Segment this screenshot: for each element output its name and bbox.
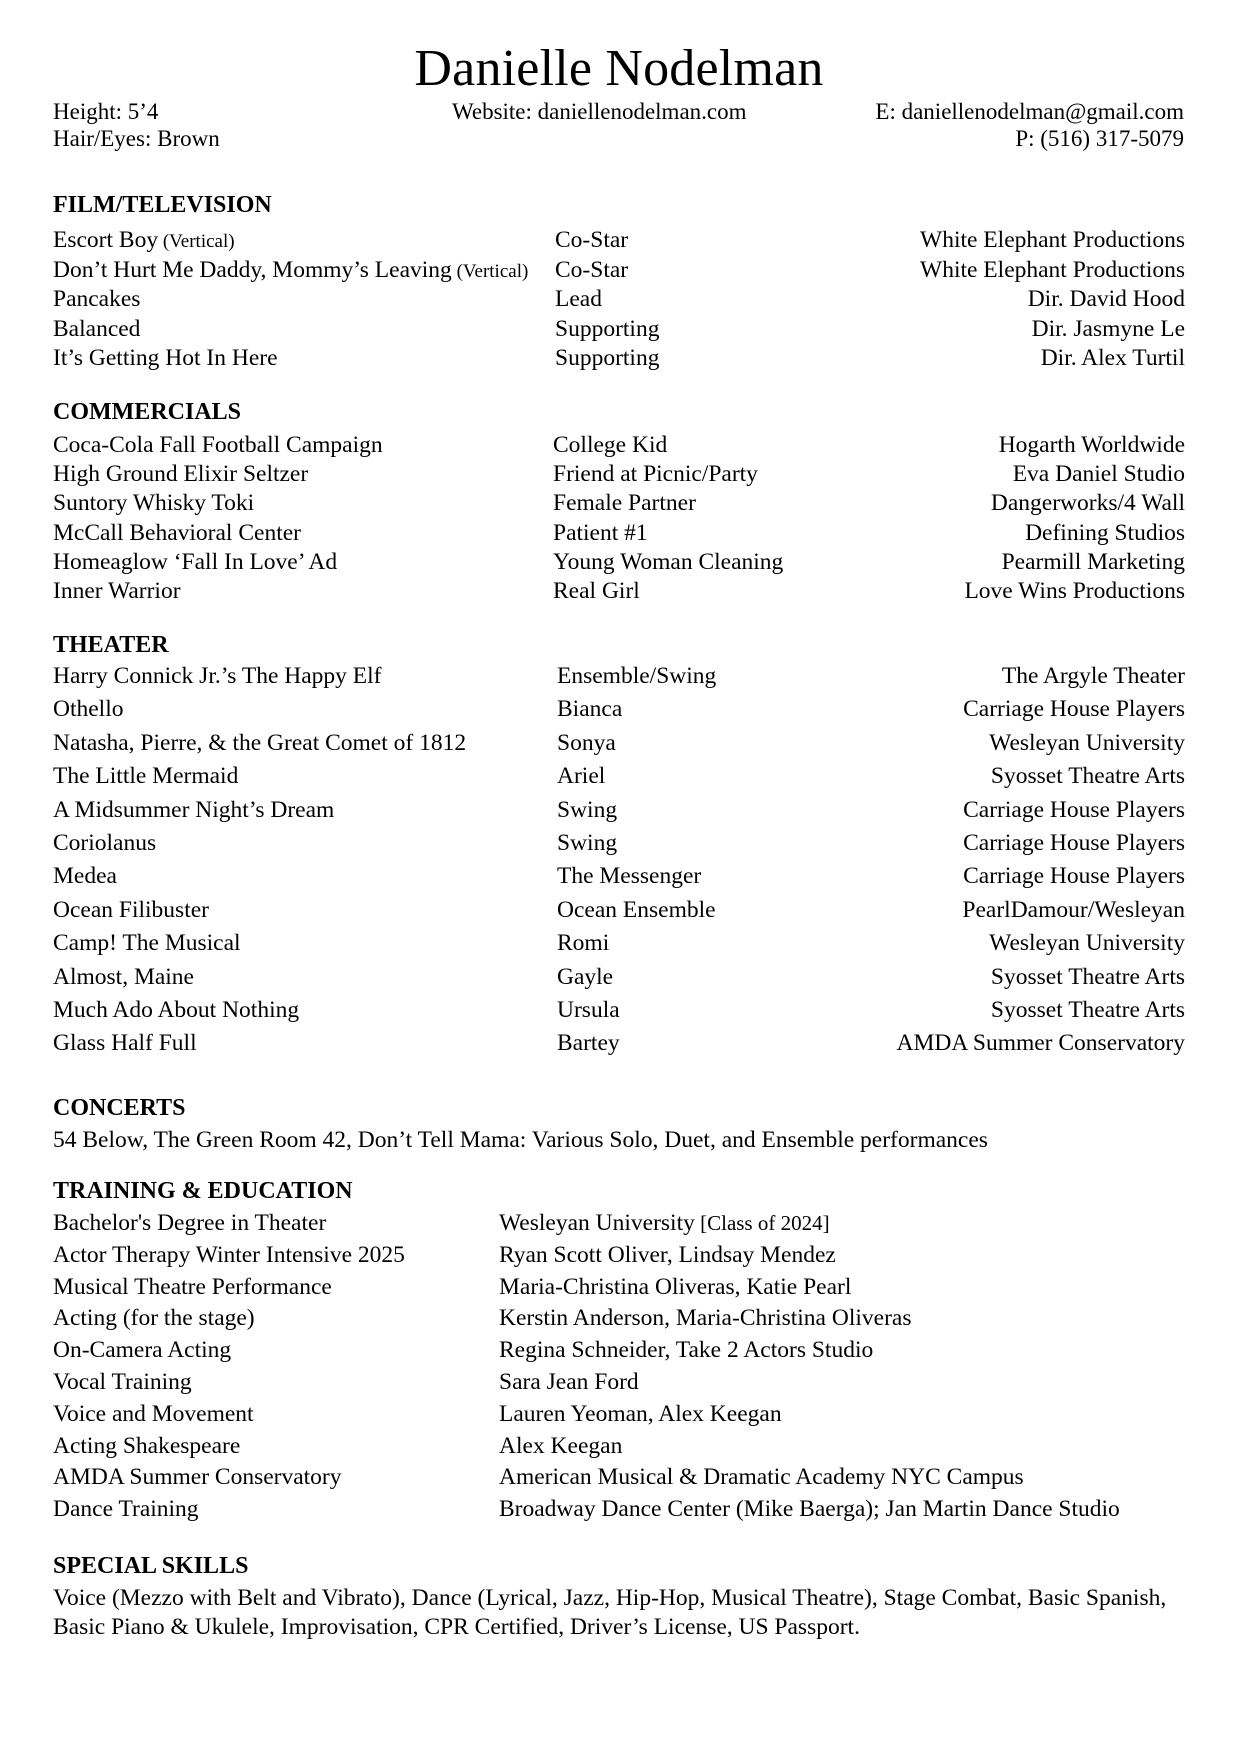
theater-company: Syosset Theatre Arts	[990, 763, 1185, 790]
training-instructor	[499, 1272, 851, 1304]
film-project-title: Escort Boy	[53, 227, 159, 253]
theater-role: Ocean Ensemble	[557, 896, 716, 923]
concerts-section	[53, 1093, 1185, 1155]
film-project	[53, 256, 528, 287]
hair-eyes-text: Hair/Eyes: Brown	[53, 126, 220, 151]
theater-row	[53, 827, 1185, 860]
commercials-role: Real Girl	[553, 577, 640, 604]
theater-company: Wesleyan University	[989, 930, 1185, 957]
training-row	[53, 1272, 1185, 1304]
theater-project	[53, 693, 124, 726]
theater-project-title: Natasha, Pierre, & the Great Comet of 1812	[53, 729, 467, 756]
theater-project-title: A Midsummer Night’s Dream	[53, 796, 335, 823]
section-title-concerts: CONCERTS	[53, 1095, 186, 1121]
commercials-role: Patient #1	[553, 519, 648, 546]
commercials-project-title: Coca-Cola Fall Football Campaign	[53, 432, 383, 458]
theater-project-title: Othello	[53, 696, 124, 723]
training-instructor-name: Alex Keegan	[499, 1432, 623, 1459]
training-course: Voice and Movement	[53, 1400, 254, 1427]
film-company: Dir. David Hood	[1027, 286, 1185, 312]
commercials-row	[53, 460, 1185, 489]
film-project-note: (Vertical)	[158, 231, 235, 252]
theater-project-title: Camp! The Musical	[53, 930, 241, 957]
theater-company: Syosset Theatre Arts	[990, 963, 1185, 990]
training-course: On-Camera Acting	[53, 1337, 232, 1364]
theater-row	[53, 860, 1185, 893]
actor-name: Danielle Nodelman	[414, 40, 824, 97]
training-section	[53, 1176, 1185, 1526]
training-instructor-name: Maria-Christina Oliveras, Katie Pearl	[499, 1273, 852, 1300]
film-row	[53, 344, 1185, 374]
training-course: Actor Therapy Winter Intensive 2025	[53, 1241, 405, 1268]
email-text: E: daniellenodelman@gmail.com	[875, 99, 1184, 124]
concerts-text: 54 Below, The Green Room 42, Don’t Tell Mama: Various Solo, Duet, and Ensemble performances	[53, 1127, 988, 1153]
theater-project-title: Much Ado About Nothing	[53, 996, 300, 1023]
theater-project-title: The Little Mermaid	[53, 763, 239, 790]
training-course: Vocal Training	[53, 1368, 192, 1395]
section-title-commercials: COMMERCIALS	[53, 399, 242, 425]
training-instructor	[499, 1431, 622, 1463]
film-role: Lead	[555, 286, 602, 312]
website-text: Website: daniellenodelman.com	[452, 99, 747, 124]
film-project-title: Balanced	[53, 315, 141, 342]
theater-project	[53, 860, 117, 893]
commercials-role: Friend at Picnic/Party	[553, 461, 758, 488]
height-text: Height: 5’4	[53, 99, 159, 124]
theater-project	[53, 760, 238, 793]
theater-role: Swing	[557, 796, 618, 823]
theater-project-title: Harry Connick Jr.’s The Happy Elf	[53, 663, 382, 689]
training-instructor	[499, 1494, 1120, 1526]
commercials-row	[53, 548, 1185, 577]
theater-role: Bianca	[557, 696, 623, 723]
theater-row	[53, 994, 1185, 1027]
commercials-company: Dangerworks/4 Wall	[990, 490, 1185, 517]
commercials-company: Love Wins Productions	[964, 577, 1185, 604]
training-instructor-name: American Musical & Dramatic Academy NYC Campus	[499, 1464, 1024, 1491]
theater-row	[53, 727, 1185, 760]
film-project-title: Don’t Hurt Me Daddy, Mommy’s Leaving	[53, 256, 452, 283]
training-row	[53, 1431, 1185, 1463]
film-company: White Elephant Productions	[920, 256, 1185, 283]
training-row	[53, 1399, 1185, 1431]
commercials-row	[53, 489, 1185, 518]
training-instructor	[499, 1399, 782, 1431]
theater-row	[53, 894, 1185, 927]
theater-company: Carriage House Players	[963, 829, 1185, 856]
film-section	[53, 190, 1185, 374]
training-row	[53, 1208, 1185, 1240]
film-role: Co-Star	[555, 227, 629, 253]
theater-row	[53, 660, 1185, 693]
training-instructor	[499, 1240, 836, 1272]
commercials-section	[53, 397, 1185, 606]
theater-row	[53, 961, 1185, 994]
theater-role: Ursula	[557, 996, 620, 1023]
theater-project	[53, 894, 209, 927]
theater-row	[53, 927, 1185, 960]
theater-project-title: Medea	[53, 863, 117, 890]
film-project	[53, 226, 235, 257]
skills-text: Voice (Mezzo with Belt and Vibrato), Dance (Lyrical, Jazz, Hip-Hop, Musical Theatre), Stage Combat, Basic Spanish, Basic Piano & Ukulele, Improvisation, CPR Certified, Driver’s License, US Passport.	[53, 1585, 1167, 1640]
training-course: Bachelor's Degree in Theater	[53, 1210, 327, 1236]
theater-company: Wesleyan University	[989, 729, 1185, 756]
theater-project	[53, 927, 241, 960]
film-company: White Elephant Productions	[920, 227, 1185, 253]
training-instructor-name: Broadway Dance Center (Mike Baerga); Jan Martin Dance Studio	[499, 1496, 1120, 1523]
theater-project	[53, 794, 334, 827]
theater-project-title: Glass Half Full	[53, 1030, 197, 1057]
theater-role: The Messenger	[557, 863, 702, 890]
theater-project	[53, 1027, 197, 1060]
theater-project-title: Ocean Filibuster	[53, 896, 209, 923]
commercials-company: Eva Daniel Studio	[1012, 461, 1185, 488]
training-row	[53, 1462, 1185, 1494]
theater-role: Ariel	[557, 763, 606, 790]
commercials-role: Female Partner	[553, 490, 696, 517]
commercials-role: College Kid	[553, 432, 668, 458]
commercials-project	[53, 460, 308, 489]
commercials-project-title: High Ground Elixir Seltzer	[53, 461, 309, 488]
training-instructor	[499, 1367, 639, 1399]
film-project-title: It’s Getting Hot In Here	[53, 345, 278, 371]
theater-role: Gayle	[557, 963, 614, 990]
training-row	[53, 1335, 1185, 1367]
theater-company: Carriage House Players	[963, 863, 1185, 890]
theater-project	[53, 660, 382, 693]
commercials-project	[53, 548, 337, 577]
theater-role: Swing	[557, 829, 618, 856]
film-company: Dir. Jasmyne Le	[1031, 315, 1185, 342]
commercials-project-title: Suntory Whisky Toki	[53, 490, 255, 517]
film-row	[53, 315, 1185, 345]
film-row	[53, 256, 1185, 286]
theater-company: The Argyle Theater	[1001, 663, 1185, 689]
theater-project	[53, 827, 156, 860]
training-instructor	[499, 1208, 830, 1240]
theater-row	[53, 693, 1185, 726]
theater-role: Bartey	[557, 1030, 620, 1057]
film-company: Dir. Alex Turtil	[1040, 345, 1185, 371]
training-instructor-name: Regina Schneider, Take 2 Actors Studio	[499, 1337, 874, 1364]
commercials-project	[53, 519, 301, 548]
commercials-project-title: Homeaglow ‘Fall In Love’ Ad	[53, 548, 338, 575]
commercials-company: Defining Studios	[1025, 519, 1185, 546]
commercials-row	[53, 431, 1185, 460]
training-class-note: [Class of 2024]	[694, 1211, 830, 1235]
training-row	[53, 1367, 1185, 1399]
training-instructor-name: Lauren Yeoman, Alex Keegan	[499, 1400, 782, 1427]
section-title-training: TRAINING & EDUCATION	[53, 1178, 353, 1204]
film-project-title: Pancakes	[53, 286, 141, 312]
theater-project	[53, 994, 299, 1027]
theater-company: PearlDamour/Wesleyan	[962, 896, 1185, 923]
commercials-project-title: McCall Behavioral Center	[53, 519, 301, 546]
theater-project	[53, 727, 466, 760]
skills-section	[53, 1551, 1185, 1642]
commercials-project-title: Inner Warrior	[53, 577, 181, 604]
phone-text: P: (516) 317-5079	[1015, 126, 1184, 151]
commercials-project	[53, 489, 254, 518]
theater-section	[53, 630, 1185, 1061]
theater-role: Romi	[557, 930, 610, 957]
theater-company: AMDA Summer Conservatory	[896, 1030, 1185, 1057]
training-instructor	[499, 1462, 1024, 1494]
film-row	[53, 285, 1185, 315]
theater-company: Carriage House Players	[963, 796, 1185, 823]
film-project	[53, 285, 140, 315]
commercials-role: Young Woman Cleaning	[553, 548, 784, 575]
training-instructor-name: Kerstin Anderson, Maria-Christina Oliveras	[499, 1305, 912, 1332]
film-project	[53, 315, 140, 345]
section-title-theater: THEATER	[53, 632, 169, 658]
training-course: Musical Theatre Performance	[53, 1273, 332, 1300]
theater-company: Syosset Theatre Arts	[990, 996, 1185, 1023]
film-role: Supporting	[555, 345, 660, 371]
theater-role: Ensemble/Swing	[557, 663, 717, 689]
film-project-note: (Vertical)	[451, 260, 529, 282]
commercials-company: Pearmill Marketing	[1001, 548, 1185, 575]
theater-row	[53, 794, 1185, 827]
theater-project	[53, 961, 194, 994]
film-role: Supporting	[555, 315, 660, 342]
theater-company: Carriage House Players	[963, 696, 1185, 723]
theater-project-title: Almost, Maine	[53, 963, 194, 990]
training-instructor-name: Sara Jean Ford	[499, 1368, 639, 1395]
theater-project-title: Coriolanus	[53, 829, 157, 856]
theater-row	[53, 760, 1185, 793]
training-instructor-name: Wesleyan University	[499, 1210, 695, 1236]
training-course: AMDA Summer Conservatory	[53, 1464, 342, 1491]
theater-row	[53, 1027, 1185, 1060]
training-instructor	[499, 1303, 911, 1335]
commercials-row	[53, 577, 1185, 606]
training-course: Dance Training	[53, 1496, 199, 1523]
commercials-project	[53, 577, 181, 606]
commercials-company: Hogarth Worldwide	[998, 432, 1185, 458]
film-role: Co-Star	[555, 256, 629, 283]
film-row	[53, 226, 1185, 256]
training-instructor	[499, 1335, 873, 1367]
section-title-skills: SPECIAL SKILLS	[53, 1553, 249, 1579]
theater-role: Sonya	[557, 729, 616, 756]
training-row	[53, 1303, 1185, 1335]
training-course: Acting (for the stage)	[53, 1305, 255, 1332]
training-instructor-name: Ryan Scott Oliver, Lindsay Mendez	[499, 1241, 836, 1268]
section-title-film: FILM/TELEVISION	[53, 192, 272, 218]
commercials-row	[53, 519, 1185, 548]
commercials-project	[53, 431, 383, 460]
training-course: Acting Shakespeare	[53, 1432, 241, 1459]
training-row	[53, 1494, 1185, 1526]
film-project	[53, 344, 278, 374]
training-row	[53, 1240, 1185, 1272]
